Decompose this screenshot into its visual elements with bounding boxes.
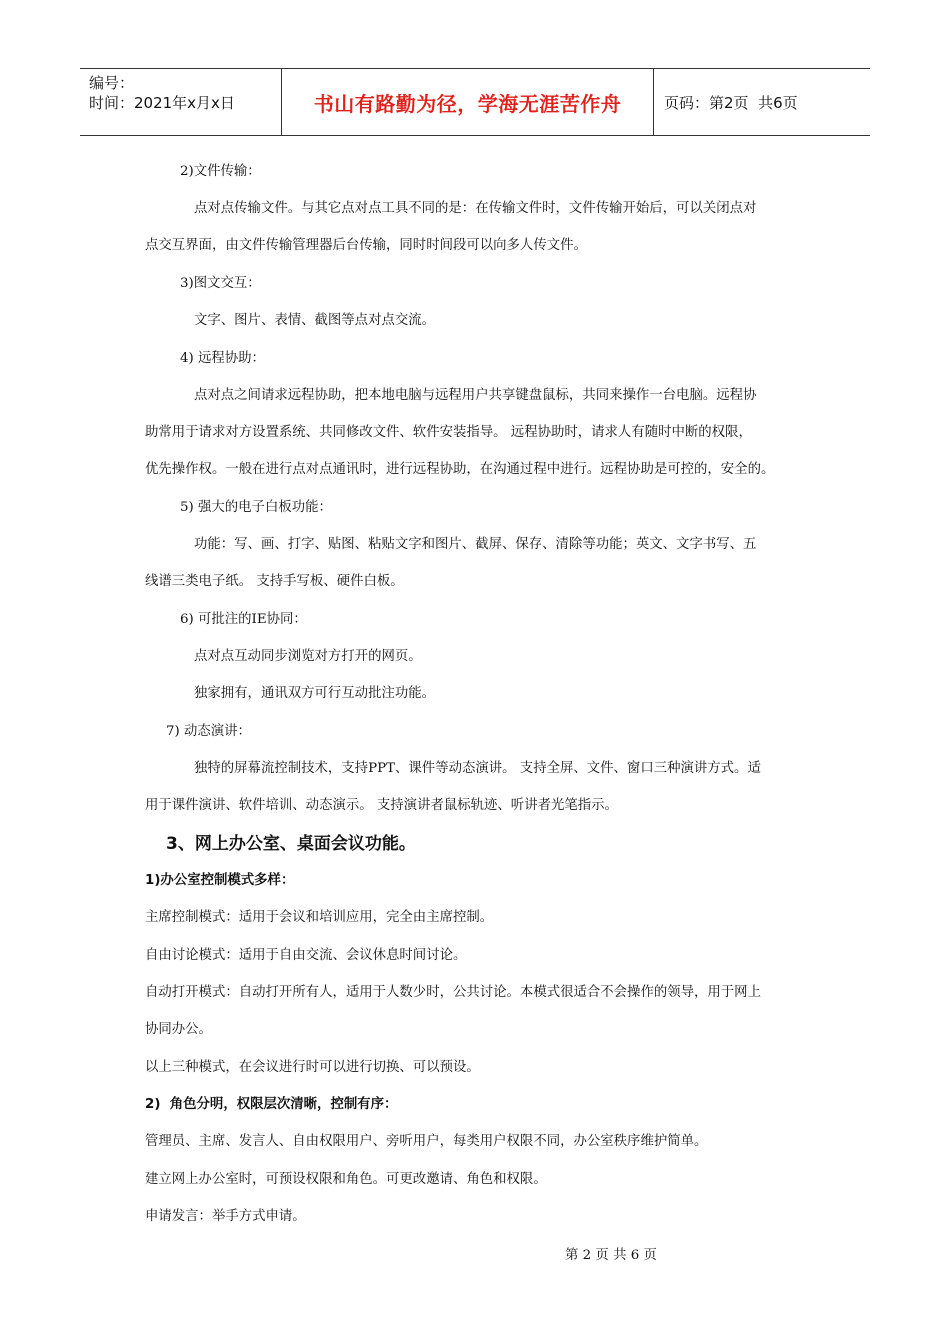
- paragraph-line: 点交互界面，由文件传输管理器后台传输，同时时间段可以向多人传文件。: [145, 238, 587, 253]
- paragraph-line: 5) 强大的电子白板功能：: [180, 500, 332, 515]
- date-label: 时间：2021年x月x日: [89, 94, 235, 112]
- paragraph-line: 主席控制模式：适用于会议和培训应用，完全由主席控制。: [145, 910, 494, 925]
- paragraph-line: 线谱三类电子纸。 支持手写板、硬件白板。: [145, 574, 404, 589]
- paragraph-line: 助常用于请求对方设置系统、共同修改文件、软件安装指导。 远程协助时，请求人有随时中断的权限，: [145, 425, 752, 440]
- header-left-cell: [80, 69, 282, 135]
- subsection-heading: 2) 角色分明，权限层次清晰，控制有序：: [145, 1097, 398, 1112]
- paragraph-line: 7) 动态演讲：: [166, 724, 251, 739]
- paragraph-line: 协同办公。: [145, 1022, 212, 1037]
- paragraph-line: 独特的屏幕流控制技术，支持PPT、课件等动态演讲。 支持全屏、文件、窗口三种演讲方式。适: [194, 761, 761, 776]
- paragraph-line: 用于课件演讲、软件培训、动态演示。 支持演讲者鼠标轨迹、听讲者光笔指示。: [145, 798, 618, 813]
- paragraph-line: 点对点之间请求远程协助，把本地电脑与远程用户共享键盘鼠标，共同来操作一台电脑。远程协: [194, 388, 757, 403]
- paragraph-line: 优先操作权。一般在进行点对点通讯时，进行远程协助，在沟通过程中进行。远程协助是可控的，安全的。: [145, 462, 775, 477]
- section-heading: 3、网上办公室、桌面会议功能。: [166, 834, 416, 854]
- paragraph-line: 文字、图片、表情、截图等点对点交流。: [194, 313, 436, 328]
- paragraph-line: 2)文件传输：: [180, 164, 261, 179]
- header-motto: 书山有路勤为径，学海无涯苦作舟: [282, 69, 654, 135]
- paragraph-line: 功能：写、画、打字、贴图、粘贴文字和图片、截屏、保存、清除等功能；英文、文字书写、五: [194, 537, 757, 552]
- paragraph-line: 建立网上办公室时，可预设权限和角色。可更改邀请、角色和权限。: [145, 1172, 547, 1187]
- subsection-heading: 1)办公室控制模式多样：: [145, 873, 295, 888]
- page-footer: 第 2 页 共 6 页: [565, 1248, 657, 1263]
- paragraph-line: 独家拥有，通讯双方可行互动批注功能。: [194, 686, 436, 701]
- number-label: 编号：: [89, 74, 135, 92]
- header-page-code: 页码：第2页 共6页: [664, 93, 798, 112]
- paragraph-line: 3)图文交互：: [180, 276, 261, 291]
- paragraph-line: 申请发言：举手方式申请。: [145, 1209, 306, 1224]
- paragraph-line: 以上三种模式，在会议进行时可以进行切换、可以预设。: [145, 1060, 480, 1075]
- paragraph-line: 自动打开模式：自动打开所有人，适用于人数少时，公共讨论。本模式很适合不会操作的领导，用于网上: [145, 985, 761, 1000]
- paragraph-line: 4) 远程协助：: [180, 351, 265, 366]
- paragraph-line: 管理员、主席、发言人、自由权限用户、旁听用户，每类用户权限不同，办公室秩序维护简单。: [145, 1134, 708, 1149]
- paragraph-line: 自由讨论模式：适用于自由交流、会议休息时间讨论。: [145, 948, 467, 963]
- paragraph-line: 点对点传输文件。与其它点对点工具不同的是：在传输文件时，文件传输开始后，可以关闭点对: [194, 201, 757, 216]
- document-header: [80, 68, 870, 136]
- paragraph-line: 点对点互动同步浏览对方打开的网页。: [194, 649, 422, 664]
- paragraph-line: 6) 可批注的IE协同：: [180, 612, 307, 627]
